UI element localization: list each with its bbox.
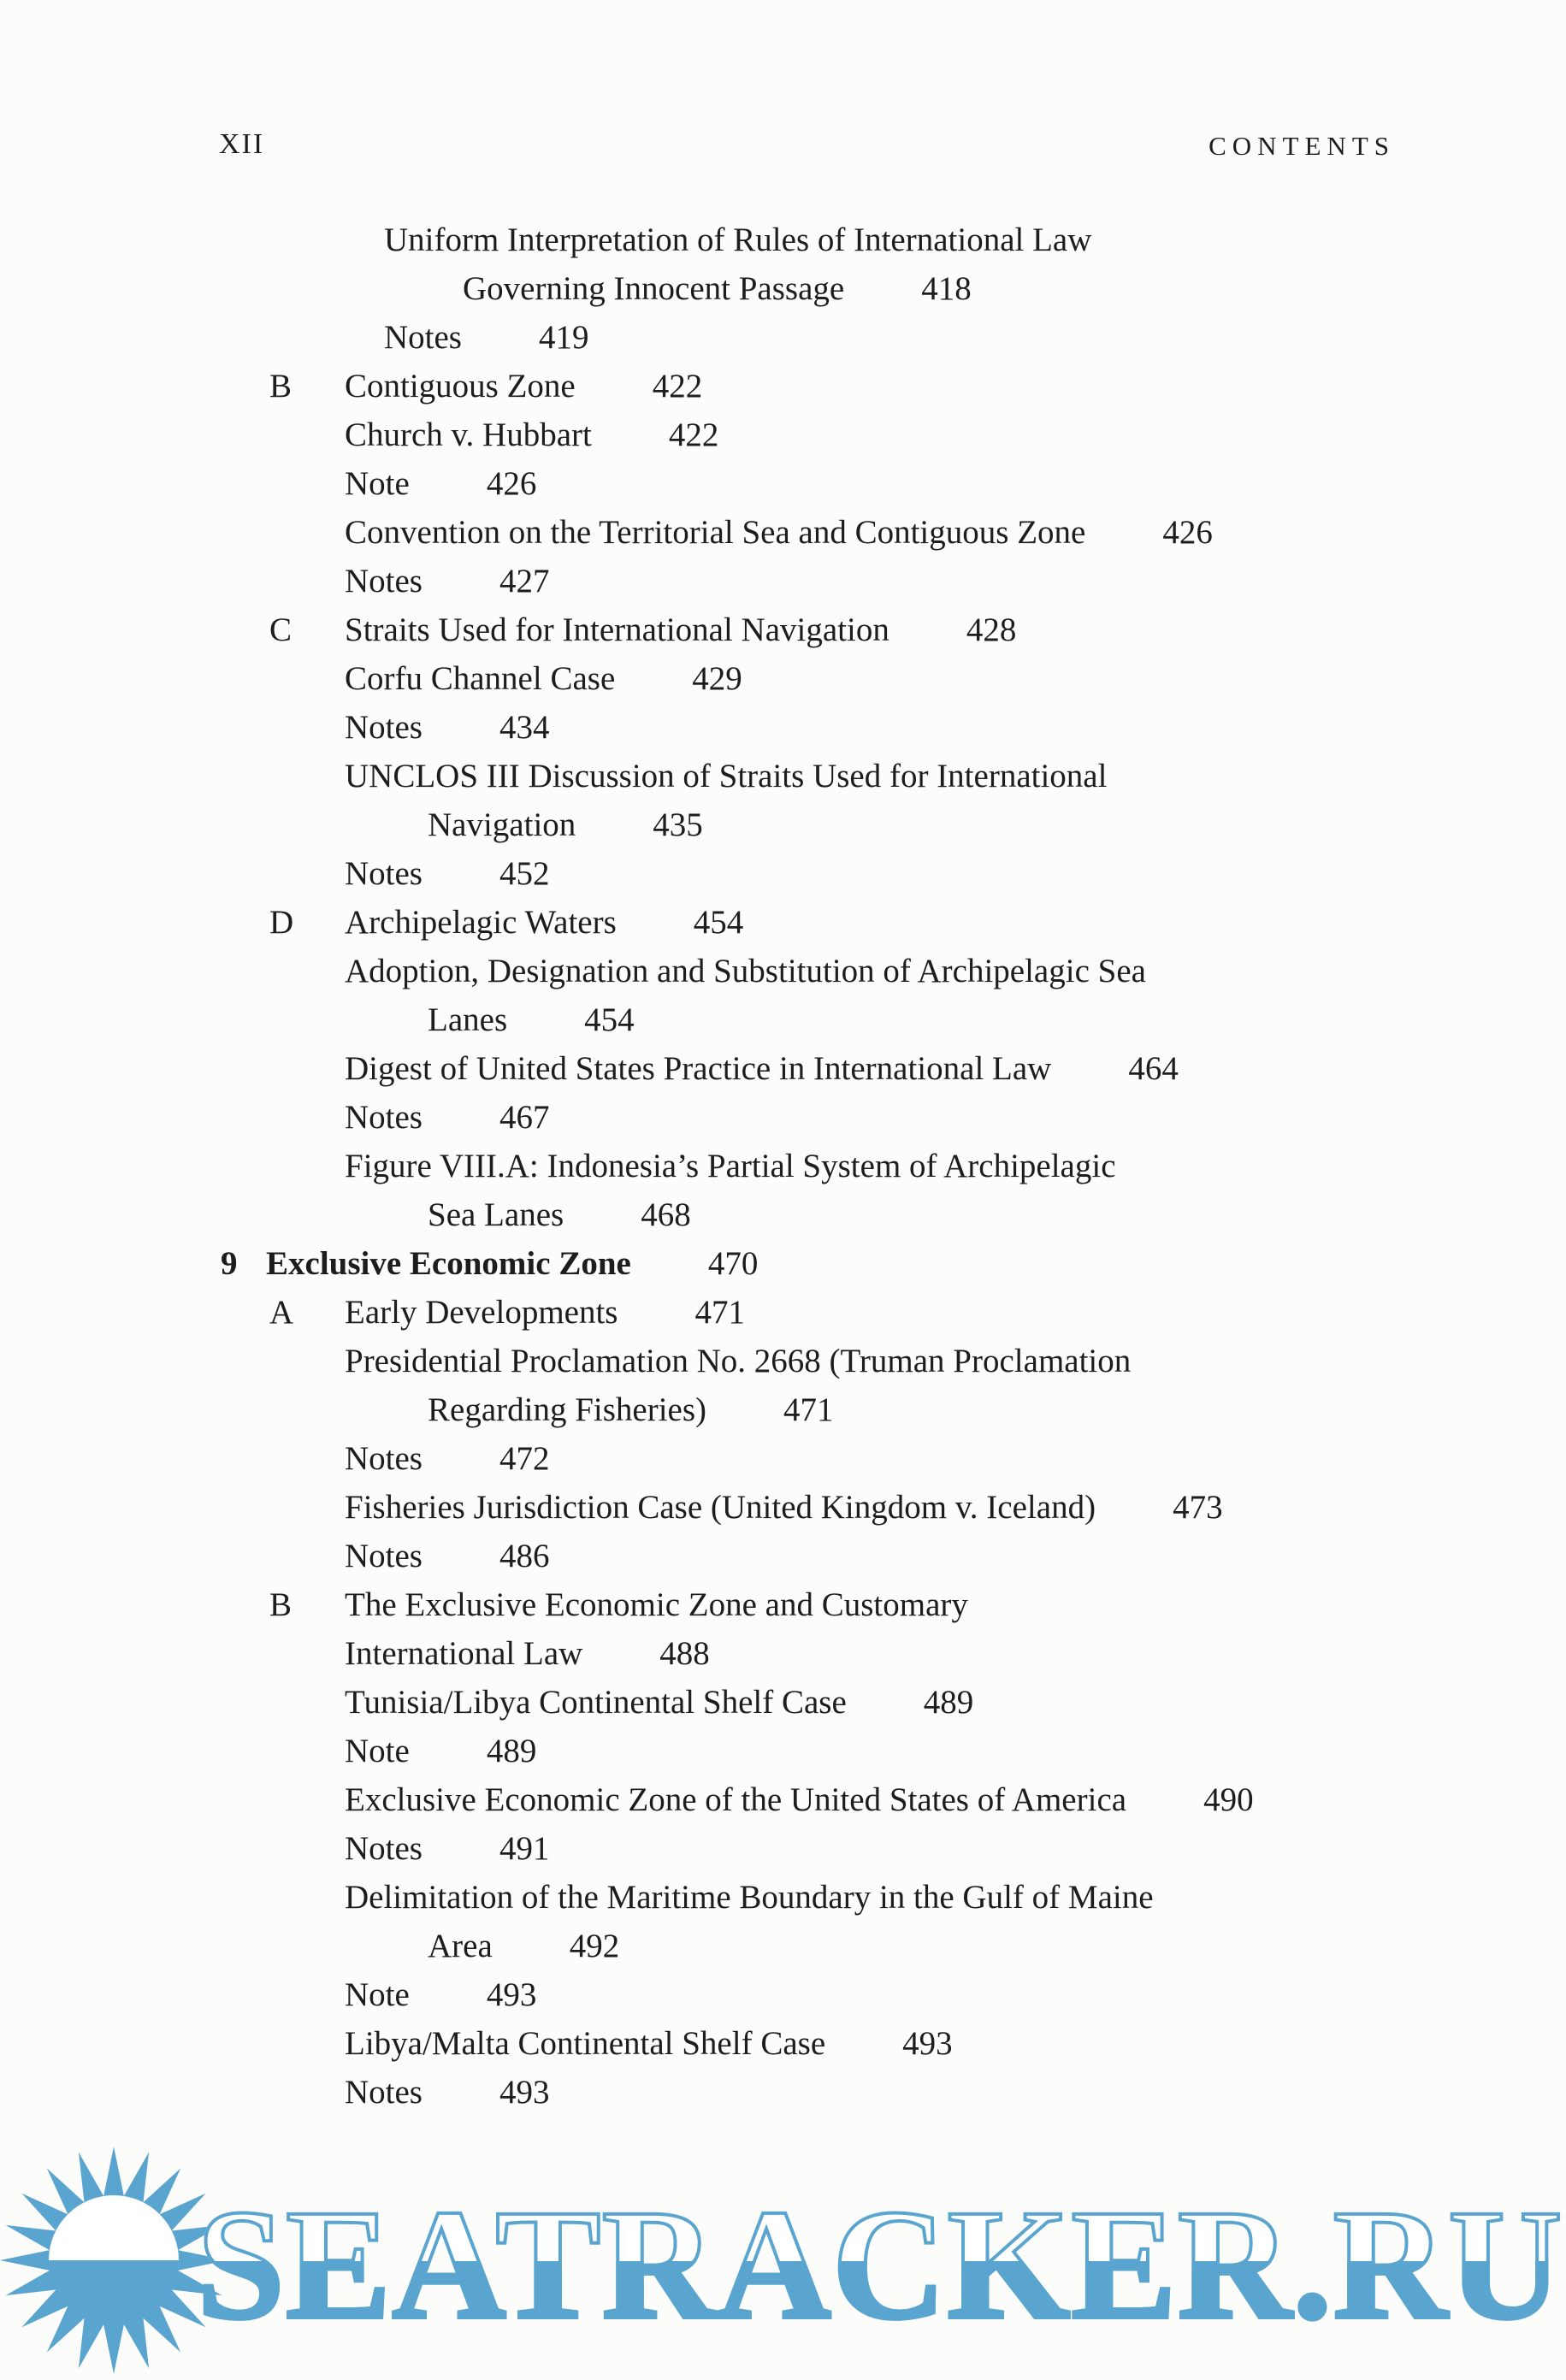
entry-title: Exclusive Economic Zone of the United States of America xyxy=(345,1781,1127,1818)
entry-title: Early Developments xyxy=(345,1294,618,1331)
toc-row xyxy=(0,1873,1566,1922)
entry-page-number: 418 xyxy=(921,270,972,307)
entry-title: Figure VIII.A: Indonesia’s Partial System of Archipelagic xyxy=(345,1148,1116,1184)
toc-row xyxy=(0,1337,1566,1385)
toc-row xyxy=(0,1970,1566,2019)
toc-row xyxy=(0,313,1566,362)
entry-page-number: 464 xyxy=(1128,1050,1179,1087)
entry-title: Notes xyxy=(345,709,423,746)
toc-row xyxy=(0,849,1566,898)
entry-page-number: 426 xyxy=(1162,514,1213,551)
entry-page-number: 467 xyxy=(499,1099,550,1136)
toc-row xyxy=(0,410,1566,459)
section-letter: B xyxy=(269,368,293,405)
toc-row xyxy=(0,1239,1566,1288)
toc-row xyxy=(0,995,1566,1044)
entry-page-number: 472 xyxy=(499,1440,550,1477)
entry-page-number: 471 xyxy=(783,1391,834,1428)
entry-page-number: 468 xyxy=(641,1196,691,1233)
entry-page-number: 473 xyxy=(1173,1489,1223,1526)
entry-page-number: 493 xyxy=(486,1976,537,2013)
entry-page-number: 419 xyxy=(539,319,589,356)
toc-row xyxy=(0,1044,1566,1093)
toc-row xyxy=(0,2019,1566,2068)
entry-title: Uniform Interpretation of Rules of International Law xyxy=(384,221,1092,258)
watermark-text: SEATRACKER.RU xyxy=(197,2177,1563,2353)
entry-title: The Exclusive Economic Zone and Customary xyxy=(345,1586,968,1623)
entry-page-number: 454 xyxy=(693,904,744,941)
entry-title: Exclusive Economic Zone xyxy=(266,1245,631,1282)
entry-page-number: 422 xyxy=(668,416,719,453)
entry-title: Notes xyxy=(345,1440,423,1477)
toc-row xyxy=(0,1824,1566,1873)
toc-row xyxy=(0,1288,1566,1337)
entry-title: Notes xyxy=(384,319,462,356)
toc-row xyxy=(0,605,1566,654)
entry-page-number: 471 xyxy=(694,1294,745,1331)
toc-row xyxy=(0,752,1566,800)
entry-title: Straits Used for International Navigation xyxy=(345,611,889,648)
entry-page-number: 426 xyxy=(486,465,537,502)
entry-page-number: 452 xyxy=(499,855,550,892)
entry-title: Lanes xyxy=(428,1001,508,1038)
entry-page-number: 488 xyxy=(659,1635,710,1672)
entry-title: Note xyxy=(345,465,410,502)
entry-title: Convention on the Territorial Sea and Contiguous Zone xyxy=(345,514,1086,551)
entry-page-number: 427 xyxy=(499,563,550,599)
entry-page-number: 493 xyxy=(499,2074,550,2111)
toc-row xyxy=(0,1190,1566,1239)
entry-page-number: 491 xyxy=(499,1830,550,1867)
entry-title: Notes xyxy=(345,855,423,892)
section-letter: A xyxy=(269,1294,294,1331)
section-letter: C xyxy=(269,611,293,648)
entry-page-number: 489 xyxy=(923,1684,974,1721)
section-letter: B xyxy=(269,1586,293,1623)
entry-page-number: 489 xyxy=(486,1733,537,1769)
toc-row xyxy=(0,1775,1566,1824)
entry-title: Libya/Malta Continental Shelf Case xyxy=(345,2025,826,2062)
toc xyxy=(0,216,1566,2117)
toc-row xyxy=(0,1580,1566,1629)
toc-row xyxy=(0,557,1566,605)
entry-title: Regarding Fisheries) xyxy=(428,1391,707,1428)
entry-title: Presidential Proclamation No. 2668 (Truman Proclamation xyxy=(345,1343,1132,1379)
toc-row xyxy=(0,1093,1566,1142)
toc-row xyxy=(0,654,1566,703)
entry-title: Notes xyxy=(345,1830,423,1867)
toc-row xyxy=(0,1532,1566,1580)
toc-row xyxy=(0,1727,1566,1775)
toc-row xyxy=(0,1922,1566,1970)
entry-title: Delimitation of the Maritime Boundary in the Gulf of Maine xyxy=(345,1879,1154,1916)
entry-page-number: 490 xyxy=(1203,1781,1254,1818)
entry-title: Adoption, Designation and Substitution of Archipelagic Sea xyxy=(345,953,1146,989)
toc-row xyxy=(0,800,1566,849)
toc-row xyxy=(0,264,1566,313)
toc-row xyxy=(0,1483,1566,1532)
entry-page-number: 429 xyxy=(692,660,742,697)
toc-row xyxy=(0,1434,1566,1483)
entry-page-number: 422 xyxy=(652,368,703,405)
contents-header: CONTENTS xyxy=(1208,131,1395,161)
entry-page-number: 454 xyxy=(584,1001,635,1038)
toc-row xyxy=(0,1142,1566,1190)
entry-page-number: 435 xyxy=(653,806,703,843)
toc-row xyxy=(0,898,1566,947)
toc-row xyxy=(0,1629,1566,1678)
entry-title: Notes xyxy=(345,563,423,599)
entry-title: Note xyxy=(345,1976,410,2013)
page-folio: XII xyxy=(219,128,265,160)
entry-title: Church v. Hubbart xyxy=(345,416,592,453)
entry-page-number: 428 xyxy=(966,611,1017,648)
entry-title: Navigation xyxy=(428,806,576,843)
chapter-number: 9 xyxy=(221,1245,238,1282)
entry-title: Digest of United States Practice in International Law xyxy=(345,1050,1052,1087)
toc-row xyxy=(0,1678,1566,1727)
toc-row xyxy=(0,362,1566,410)
entry-title: Sea Lanes xyxy=(428,1196,564,1233)
toc-row xyxy=(0,508,1566,557)
entry-page-number: 492 xyxy=(569,1928,620,1964)
entry-title: Tunisia/Libya Continental Shelf Case xyxy=(345,1684,847,1721)
toc-row xyxy=(0,459,1566,508)
toc-row xyxy=(0,216,1566,264)
entry-title: Notes xyxy=(345,1538,423,1574)
entry-title: Notes xyxy=(345,1099,423,1136)
entry-title: Note xyxy=(345,1733,410,1769)
toc-row xyxy=(0,947,1566,995)
section-letter: D xyxy=(269,904,294,941)
entry-title: International Law xyxy=(345,1635,583,1672)
entry-title: Notes xyxy=(345,2074,423,2111)
entry-page-number: 470 xyxy=(707,1245,759,1282)
entry-title: Contiguous Zone xyxy=(345,368,576,405)
toc-row xyxy=(0,1385,1566,1434)
entry-title: Corfu Channel Case xyxy=(345,660,616,697)
entry-title: Fisheries Jurisdiction Case (United Kingdom v. Iceland) xyxy=(345,1489,1096,1526)
entry-title: Governing Innocent Passage xyxy=(463,270,845,307)
toc-row xyxy=(0,2068,1566,2117)
entry-page-number: 486 xyxy=(499,1538,550,1574)
entry-title: Area xyxy=(428,1928,493,1964)
entry-page-number: 434 xyxy=(499,709,550,746)
entry-page-number: 493 xyxy=(902,2025,953,2062)
entry-title: UNCLOS III Discussion of Straits Used for International xyxy=(345,758,1108,794)
toc-row xyxy=(0,703,1566,752)
entry-title: Archipelagic Waters xyxy=(345,904,617,941)
